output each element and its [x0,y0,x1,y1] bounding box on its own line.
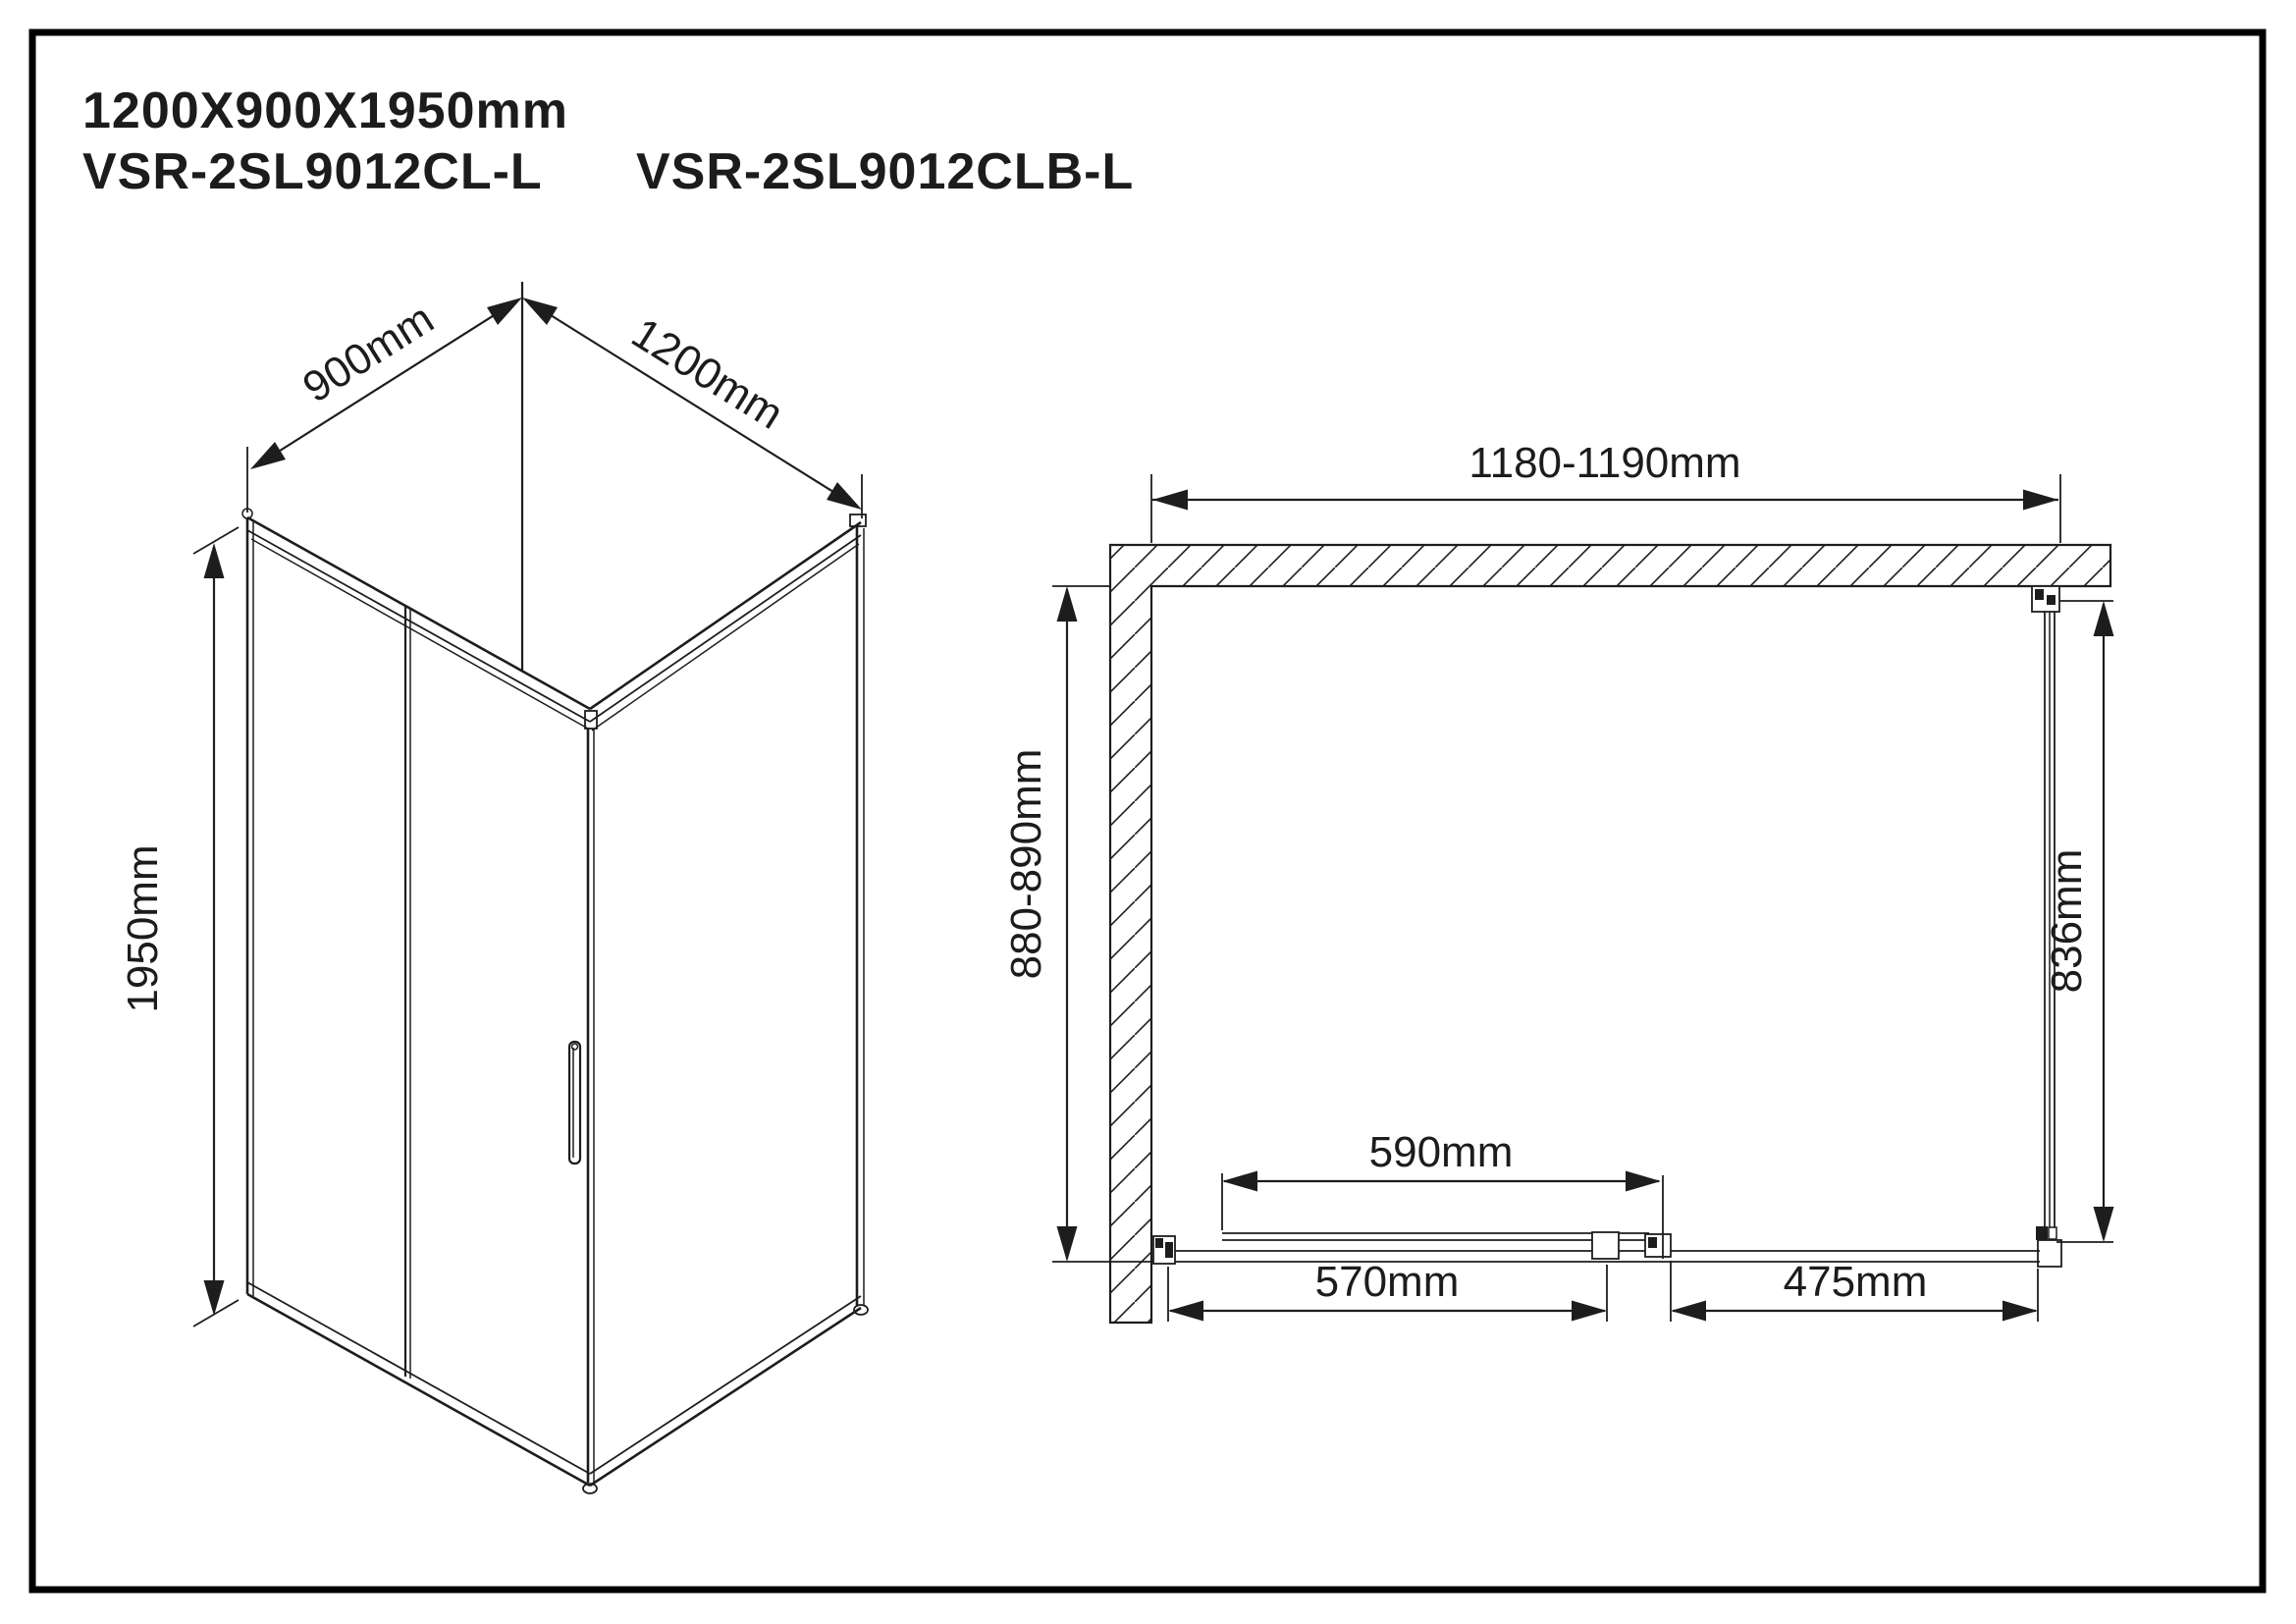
model-number-right: VSR-2SL9012CLB-L [636,143,1135,200]
side-panel-label: 836mm [2043,848,2091,994]
dimension-height-1950 [119,527,239,1326]
dimension-overall-width [1151,439,2060,543]
width-dimension-label: 1200mm [623,308,792,439]
model-number-left: VSR-2SL9012CL-L [82,143,543,200]
left-opening-label: 570mm [1314,1258,1460,1306]
corner-block [2038,1240,2061,1267]
plan-view [1002,439,2114,1323]
size-spec-title: 1200X900X1950mm [82,82,568,139]
dimension-depth-900 [247,295,522,513]
wall-section-hatched [1110,545,2110,1323]
door-handle [569,1042,580,1164]
dimension-side-panel [2043,601,2114,1242]
bottom-rail-side-panel [590,1308,861,1486]
overall-depth-label: 880-890mm [1002,748,1050,980]
dimension-left-opening [1168,1258,1607,1322]
door-panel-label: 590mm [1368,1128,1514,1176]
right-panel-label: 475mm [1783,1258,1928,1306]
bottom-rail-door-side [247,1294,590,1486]
depth-dimension-label: 900mm [294,294,443,412]
door-overlap-bracket [1592,1232,1619,1259]
height-dimension-label: 1950mm [119,844,167,1013]
top-rail-door-side [247,517,590,709]
overall-width-label: 1180-1190mm [1468,439,1741,487]
top-rail-side-panel [590,522,861,709]
title-block [82,82,1134,200]
dimension-width-1200 [522,298,862,518]
dimension-right-panel [1671,1258,2038,1322]
shower-enclosure-outline [242,509,868,1493]
isometric-view [119,282,868,1493]
